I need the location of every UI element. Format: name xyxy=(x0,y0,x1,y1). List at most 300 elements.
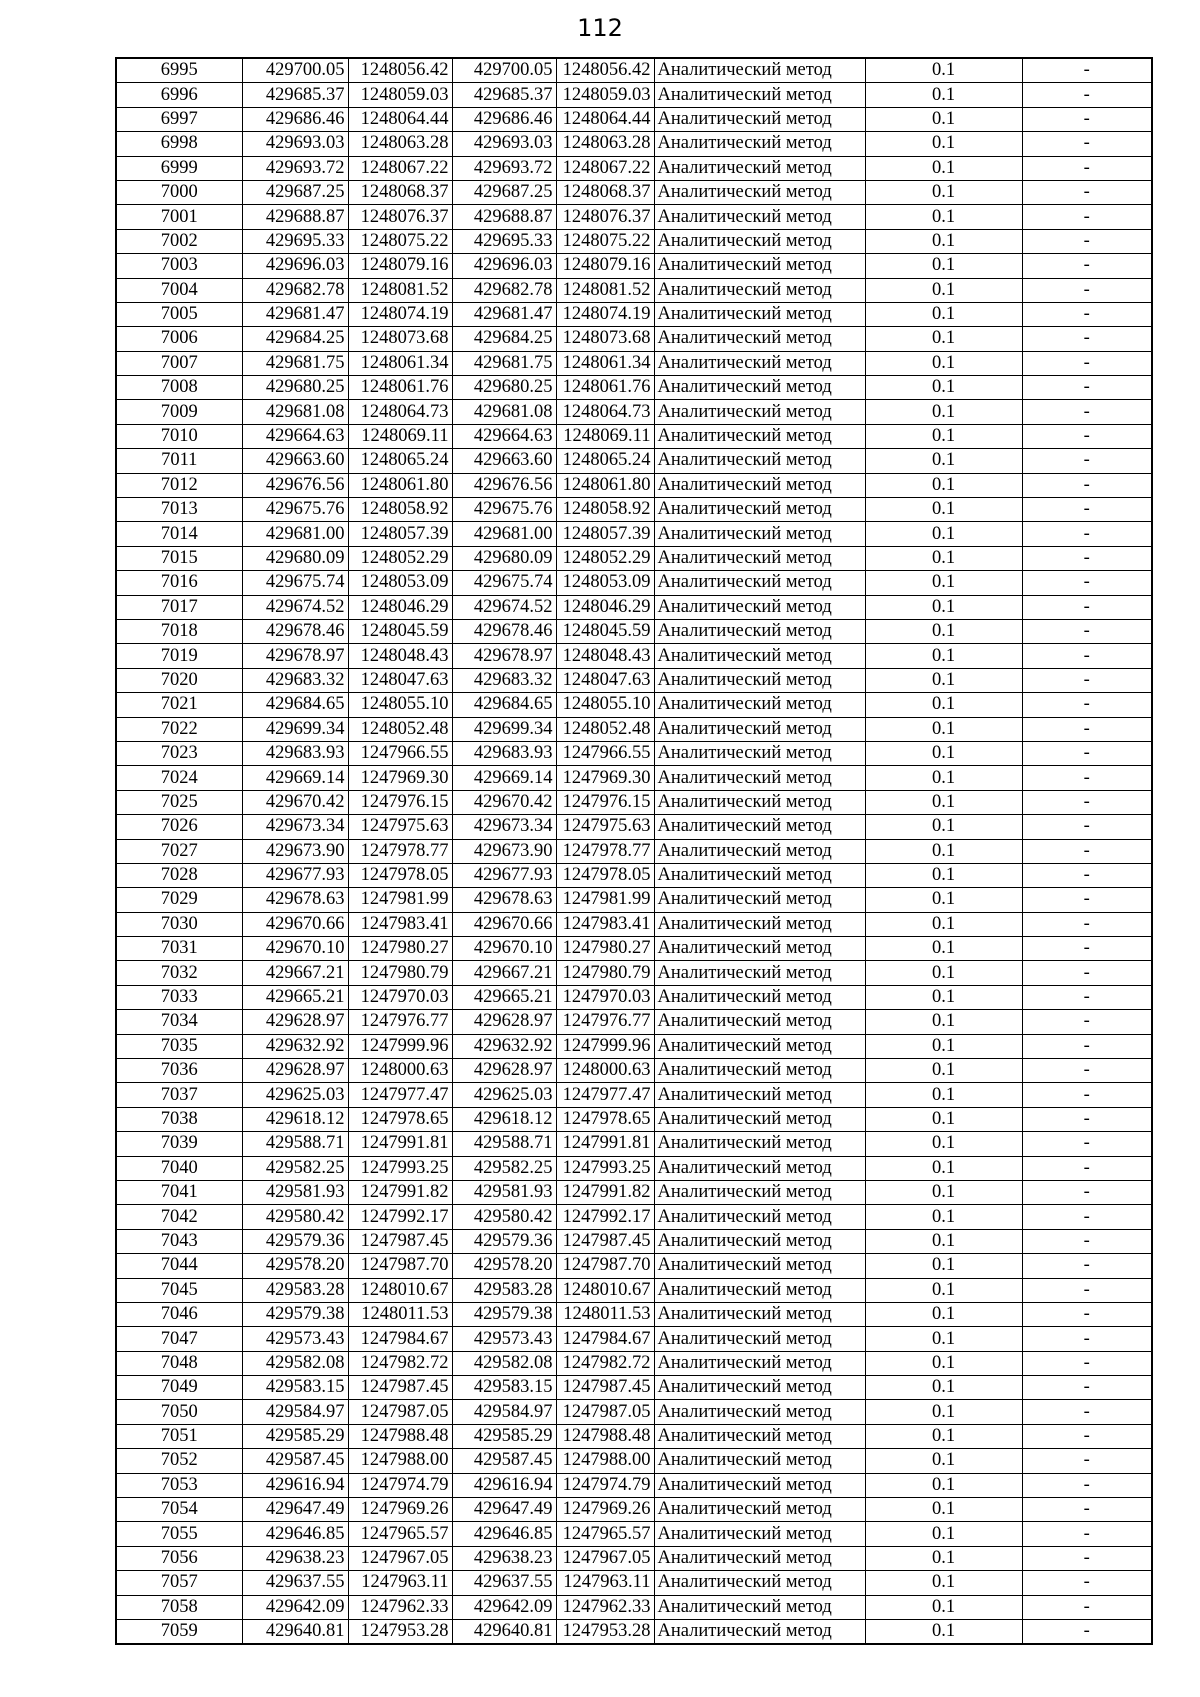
table-row xyxy=(116,571,1152,595)
method-cell: Аналитический метод xyxy=(654,1424,865,1448)
x2-cell: 429582.08 xyxy=(452,1351,556,1375)
y-cell: 1247987.45 xyxy=(348,1376,452,1400)
table-row xyxy=(116,254,1152,278)
x-cell: 429687.25 xyxy=(242,180,348,204)
point-number-cell: 6998 xyxy=(116,132,242,156)
accuracy-cell: 0.1 xyxy=(865,741,1022,765)
table-row xyxy=(116,912,1152,936)
point-number-cell: 7042 xyxy=(116,1205,242,1229)
point-number-cell: 7034 xyxy=(116,1010,242,1034)
x2-cell: 429580.42 xyxy=(452,1205,556,1229)
point-number-cell: 7052 xyxy=(116,1449,242,1473)
table-row xyxy=(116,156,1152,180)
x2-cell: 429647.49 xyxy=(452,1498,556,1522)
y-cell: 1248063.28 xyxy=(348,132,452,156)
accuracy-cell: 0.1 xyxy=(865,1059,1022,1083)
method-cell: Аналитический метод xyxy=(654,1229,865,1253)
table-row xyxy=(116,1327,1152,1351)
y-cell: 1247974.79 xyxy=(348,1473,452,1497)
method-cell: Аналитический метод xyxy=(654,522,865,546)
x-cell: 429699.34 xyxy=(242,717,348,741)
accuracy-cell: 0.1 xyxy=(865,1254,1022,1278)
y-cell: 1247983.41 xyxy=(348,912,452,936)
y-cell: 1248081.52 xyxy=(348,278,452,302)
y2-cell: 1247978.65 xyxy=(556,1107,654,1131)
method-cell: Аналитический метод xyxy=(654,668,865,692)
x-cell: 429683.93 xyxy=(242,741,348,765)
point-number-cell: 7055 xyxy=(116,1522,242,1546)
x-cell: 429663.60 xyxy=(242,449,348,473)
point-number-cell: 7027 xyxy=(116,839,242,863)
note-cell: - xyxy=(1022,644,1152,668)
table-row xyxy=(116,1083,1152,1107)
x-cell: 429579.36 xyxy=(242,1229,348,1253)
accuracy-cell: 0.1 xyxy=(865,1571,1022,1595)
x-cell: 429618.12 xyxy=(242,1107,348,1131)
method-cell: Аналитический метод xyxy=(654,1571,865,1595)
table-row xyxy=(116,888,1152,912)
accuracy-cell: 0.1 xyxy=(865,1546,1022,1570)
note-cell: - xyxy=(1022,1302,1152,1326)
method-cell: Аналитический метод xyxy=(654,790,865,814)
point-number-cell: 6999 xyxy=(116,156,242,180)
method-cell: Аналитический метод xyxy=(654,180,865,204)
table-row xyxy=(116,1376,1152,1400)
y-cell: 1248076.37 xyxy=(348,205,452,229)
x-cell: 429675.74 xyxy=(242,571,348,595)
x2-cell: 429642.09 xyxy=(452,1595,556,1619)
point-number-cell: 7050 xyxy=(116,1400,242,1424)
accuracy-cell: 0.1 xyxy=(865,302,1022,326)
note-cell: - xyxy=(1022,449,1152,473)
method-cell: Аналитический метод xyxy=(654,1546,865,1570)
note-cell: - xyxy=(1022,863,1152,887)
x2-cell: 429677.93 xyxy=(452,863,556,887)
x2-cell: 429693.72 xyxy=(452,156,556,180)
y-cell: 1247988.48 xyxy=(348,1424,452,1448)
note-cell: - xyxy=(1022,229,1152,253)
x2-cell: 429686.46 xyxy=(452,107,556,131)
accuracy-cell: 0.1 xyxy=(865,571,1022,595)
x2-cell: 429670.10 xyxy=(452,937,556,961)
accuracy-cell: 0.1 xyxy=(865,156,1022,180)
y2-cell: 1247978.05 xyxy=(556,863,654,887)
accuracy-cell: 0.1 xyxy=(865,1400,1022,1424)
accuracy-cell: 0.1 xyxy=(865,205,1022,229)
x2-cell: 429670.42 xyxy=(452,790,556,814)
y-cell: 1248068.37 xyxy=(348,180,452,204)
table-row xyxy=(116,1620,1152,1645)
x-cell: 429573.43 xyxy=(242,1327,348,1351)
y2-cell: 1248065.24 xyxy=(556,449,654,473)
method-cell: Аналитический метод xyxy=(654,1400,865,1424)
accuracy-cell: 0.1 xyxy=(865,400,1022,424)
accuracy-cell: 0.1 xyxy=(865,229,1022,253)
y-cell: 1248052.48 xyxy=(348,717,452,741)
method-cell: Аналитический метод xyxy=(654,449,865,473)
point-number-cell: 7014 xyxy=(116,522,242,546)
x-cell: 429583.28 xyxy=(242,1278,348,1302)
point-number-cell: 7041 xyxy=(116,1180,242,1204)
accuracy-cell: 0.1 xyxy=(865,1278,1022,1302)
x-cell: 429642.09 xyxy=(242,1595,348,1619)
x-cell: 429677.93 xyxy=(242,863,348,887)
y2-cell: 1247991.82 xyxy=(556,1180,654,1204)
y2-cell: 1247978.77 xyxy=(556,839,654,863)
accuracy-cell: 0.1 xyxy=(865,254,1022,278)
accuracy-cell: 0.1 xyxy=(865,107,1022,131)
point-number-cell: 7000 xyxy=(116,180,242,204)
y-cell: 1247970.03 xyxy=(348,985,452,1009)
x2-cell: 429684.25 xyxy=(452,327,556,351)
y2-cell: 1247988.00 xyxy=(556,1449,654,1473)
point-number-cell: 7030 xyxy=(116,912,242,936)
table-row xyxy=(116,1302,1152,1326)
x2-cell: 429665.21 xyxy=(452,985,556,1009)
note-cell: - xyxy=(1022,1034,1152,1058)
accuracy-cell: 0.1 xyxy=(865,1132,1022,1156)
accuracy-cell: 0.1 xyxy=(865,180,1022,204)
x2-cell: 429669.14 xyxy=(452,766,556,790)
x-cell: 429680.09 xyxy=(242,546,348,570)
y-cell: 1247953.28 xyxy=(348,1620,452,1645)
y-cell: 1247981.99 xyxy=(348,888,452,912)
method-cell: Аналитический метод xyxy=(654,619,865,643)
method-cell: Аналитический метод xyxy=(654,302,865,326)
point-number-cell: 7058 xyxy=(116,1595,242,1619)
x-cell: 429647.49 xyxy=(242,1498,348,1522)
method-cell: Аналитический метод xyxy=(654,1522,865,1546)
note-cell: - xyxy=(1022,1376,1152,1400)
point-number-cell: 7056 xyxy=(116,1546,242,1570)
y2-cell: 1247982.72 xyxy=(556,1351,654,1375)
table-row xyxy=(116,619,1152,643)
x-cell: 429667.21 xyxy=(242,961,348,985)
note-cell: - xyxy=(1022,522,1152,546)
x2-cell: 429680.25 xyxy=(452,376,556,400)
table-row xyxy=(116,449,1152,473)
point-number-cell: 7044 xyxy=(116,1254,242,1278)
point-number-cell: 7018 xyxy=(116,619,242,643)
note-cell: - xyxy=(1022,1132,1152,1156)
y2-cell: 1248053.09 xyxy=(556,571,654,595)
table-row xyxy=(116,278,1152,302)
x-cell: 429665.21 xyxy=(242,985,348,1009)
y-cell: 1247980.79 xyxy=(348,961,452,985)
x-cell: 429583.15 xyxy=(242,1376,348,1400)
y2-cell: 1247976.15 xyxy=(556,790,654,814)
accuracy-cell: 0.1 xyxy=(865,1107,1022,1131)
point-number-cell: 7001 xyxy=(116,205,242,229)
note-cell: - xyxy=(1022,1498,1152,1522)
note-cell: - xyxy=(1022,376,1152,400)
note-cell: - xyxy=(1022,254,1152,278)
x2-cell: 429579.38 xyxy=(452,1302,556,1326)
point-number-cell: 7022 xyxy=(116,717,242,741)
y-cell: 1248061.76 xyxy=(348,376,452,400)
note-cell: - xyxy=(1022,83,1152,107)
accuracy-cell: 0.1 xyxy=(865,766,1022,790)
y2-cell: 1247967.05 xyxy=(556,1546,654,1570)
point-number-cell: 7021 xyxy=(116,693,242,717)
note-cell: - xyxy=(1022,107,1152,131)
method-cell: Аналитический метод xyxy=(654,1156,865,1180)
accuracy-cell: 0.1 xyxy=(865,278,1022,302)
y-cell: 1248073.68 xyxy=(348,327,452,351)
x2-cell: 429683.93 xyxy=(452,741,556,765)
y2-cell: 1248061.80 xyxy=(556,473,654,497)
x2-cell: 429625.03 xyxy=(452,1083,556,1107)
x-cell: 429628.97 xyxy=(242,1010,348,1034)
y2-cell: 1248056.42 xyxy=(556,58,654,83)
y2-cell: 1248068.37 xyxy=(556,180,654,204)
x2-cell: 429583.28 xyxy=(452,1278,556,1302)
x-cell: 429684.65 xyxy=(242,693,348,717)
accuracy-cell: 0.1 xyxy=(865,1376,1022,1400)
point-number-cell: 7029 xyxy=(116,888,242,912)
x-cell: 429681.00 xyxy=(242,522,348,546)
table-row xyxy=(116,180,1152,204)
y2-cell: 1247987.70 xyxy=(556,1254,654,1278)
accuracy-cell: 0.1 xyxy=(865,1229,1022,1253)
x-cell: 429646.85 xyxy=(242,1522,348,1546)
accuracy-cell: 0.1 xyxy=(865,1424,1022,1448)
table-row xyxy=(116,693,1152,717)
x-cell: 429582.25 xyxy=(242,1156,348,1180)
accuracy-cell: 0.1 xyxy=(865,644,1022,668)
point-number-cell: 7031 xyxy=(116,937,242,961)
method-cell: Аналитический метод xyxy=(654,1180,865,1204)
y2-cell: 1248052.48 xyxy=(556,717,654,741)
y-cell: 1248057.39 xyxy=(348,522,452,546)
note-cell: - xyxy=(1022,717,1152,741)
table-row xyxy=(116,644,1152,668)
table-row xyxy=(116,473,1152,497)
method-cell: Аналитический метод xyxy=(654,205,865,229)
y-cell: 1247975.63 xyxy=(348,815,452,839)
table-row xyxy=(116,1351,1152,1375)
point-number-cell: 7048 xyxy=(116,1351,242,1375)
accuracy-cell: 0.1 xyxy=(865,839,1022,863)
point-number-cell: 7054 xyxy=(116,1498,242,1522)
note-cell: - xyxy=(1022,278,1152,302)
note-cell: - xyxy=(1022,156,1152,180)
table-row xyxy=(116,839,1152,863)
y-cell: 1247965.57 xyxy=(348,1522,452,1546)
table-row xyxy=(116,1034,1152,1058)
x2-cell: 429579.36 xyxy=(452,1229,556,1253)
x2-cell: 429618.12 xyxy=(452,1107,556,1131)
table-row xyxy=(116,522,1152,546)
y2-cell: 1248046.29 xyxy=(556,595,654,619)
y-cell: 1248059.03 xyxy=(348,83,452,107)
x2-cell: 429693.03 xyxy=(452,132,556,156)
note-cell: - xyxy=(1022,1156,1152,1180)
x-cell: 429700.05 xyxy=(242,58,348,83)
x2-cell: 429632.92 xyxy=(452,1034,556,1058)
note-cell: - xyxy=(1022,1083,1152,1107)
y-cell: 1248058.92 xyxy=(348,498,452,522)
x2-cell: 429573.43 xyxy=(452,1327,556,1351)
x2-cell: 429678.97 xyxy=(452,644,556,668)
y2-cell: 1248058.92 xyxy=(556,498,654,522)
accuracy-cell: 0.1 xyxy=(865,1083,1022,1107)
x2-cell: 429582.25 xyxy=(452,1156,556,1180)
accuracy-cell: 0.1 xyxy=(865,132,1022,156)
note-cell: - xyxy=(1022,473,1152,497)
x-cell: 429676.56 xyxy=(242,473,348,497)
x-cell: 429582.08 xyxy=(242,1351,348,1375)
table-row xyxy=(116,1498,1152,1522)
method-cell: Аналитический метод xyxy=(654,1449,865,1473)
x-cell: 429681.08 xyxy=(242,400,348,424)
accuracy-cell: 0.1 xyxy=(865,1205,1022,1229)
x2-cell: 429640.81 xyxy=(452,1620,556,1645)
accuracy-cell: 0.1 xyxy=(865,546,1022,570)
y2-cell: 1248059.03 xyxy=(556,83,654,107)
y2-cell: 1247969.26 xyxy=(556,1498,654,1522)
y-cell: 1248053.09 xyxy=(348,571,452,595)
x2-cell: 429616.94 xyxy=(452,1473,556,1497)
table-row xyxy=(116,1595,1152,1619)
x-cell: 429696.03 xyxy=(242,254,348,278)
point-number-cell: 6997 xyxy=(116,107,242,131)
x2-cell: 429670.66 xyxy=(452,912,556,936)
y2-cell: 1247999.96 xyxy=(556,1034,654,1058)
x-cell: 429686.46 xyxy=(242,107,348,131)
table-row xyxy=(116,546,1152,570)
note-cell: - xyxy=(1022,351,1152,375)
point-number-cell: 7037 xyxy=(116,1083,242,1107)
accuracy-cell: 0.1 xyxy=(865,424,1022,448)
note-cell: - xyxy=(1022,985,1152,1009)
x-cell: 429578.20 xyxy=(242,1254,348,1278)
accuracy-cell: 0.1 xyxy=(865,1595,1022,1619)
x2-cell: 429663.60 xyxy=(452,449,556,473)
point-number-cell: 7028 xyxy=(116,863,242,887)
x-cell: 429670.42 xyxy=(242,790,348,814)
x2-cell: 429688.87 xyxy=(452,205,556,229)
point-number-cell: 7045 xyxy=(116,1278,242,1302)
y2-cell: 1248067.22 xyxy=(556,156,654,180)
table-row xyxy=(116,961,1152,985)
accuracy-cell: 0.1 xyxy=(865,1327,1022,1351)
x2-cell: 429700.05 xyxy=(452,58,556,83)
table-row xyxy=(116,1571,1152,1595)
method-cell: Аналитический метод xyxy=(654,1010,865,1034)
y2-cell: 1247975.63 xyxy=(556,815,654,839)
note-cell: - xyxy=(1022,1278,1152,1302)
note-cell: - xyxy=(1022,790,1152,814)
y-cell: 1248067.22 xyxy=(348,156,452,180)
x2-cell: 429646.85 xyxy=(452,1522,556,1546)
point-number-cell: 7015 xyxy=(116,546,242,570)
x2-cell: 429584.97 xyxy=(452,1400,556,1424)
method-cell: Аналитический метод xyxy=(654,1254,865,1278)
note-cell: - xyxy=(1022,58,1152,83)
x2-cell: 429588.71 xyxy=(452,1132,556,1156)
y-cell: 1248064.44 xyxy=(348,107,452,131)
x-cell: 429673.34 xyxy=(242,815,348,839)
x-cell: 429632.92 xyxy=(242,1034,348,1058)
table-row xyxy=(116,1156,1152,1180)
x2-cell: 429684.65 xyxy=(452,693,556,717)
x-cell: 429628.97 xyxy=(242,1059,348,1083)
point-number-cell: 7009 xyxy=(116,400,242,424)
x2-cell: 429681.47 xyxy=(452,302,556,326)
y-cell: 1248075.22 xyxy=(348,229,452,253)
table-row xyxy=(116,815,1152,839)
note-cell: - xyxy=(1022,400,1152,424)
point-number-cell: 7051 xyxy=(116,1424,242,1448)
note-cell: - xyxy=(1022,1254,1152,1278)
x2-cell: 429681.75 xyxy=(452,351,556,375)
y2-cell: 1248079.16 xyxy=(556,254,654,278)
y-cell: 1247991.82 xyxy=(348,1180,452,1204)
table-row xyxy=(116,229,1152,253)
method-cell: Аналитический метод xyxy=(654,741,865,765)
x2-cell: 429695.33 xyxy=(452,229,556,253)
accuracy-cell: 0.1 xyxy=(865,1010,1022,1034)
accuracy-cell: 0.1 xyxy=(865,1498,1022,1522)
x2-cell: 429676.56 xyxy=(452,473,556,497)
y2-cell: 1247966.55 xyxy=(556,741,654,765)
y-cell: 1247963.11 xyxy=(348,1571,452,1595)
x2-cell: 429685.37 xyxy=(452,83,556,107)
method-cell: Аналитический метод xyxy=(654,400,865,424)
table-row xyxy=(116,1107,1152,1131)
y2-cell: 1248075.22 xyxy=(556,229,654,253)
note-cell: - xyxy=(1022,766,1152,790)
y2-cell: 1248074.19 xyxy=(556,302,654,326)
table-row xyxy=(116,717,1152,741)
note-cell: - xyxy=(1022,1595,1152,1619)
x-cell: 429581.93 xyxy=(242,1180,348,1204)
x2-cell: 429683.32 xyxy=(452,668,556,692)
note-cell: - xyxy=(1022,1010,1152,1034)
accuracy-cell: 0.1 xyxy=(865,863,1022,887)
y-cell: 1247977.47 xyxy=(348,1083,452,1107)
coordinates-table xyxy=(115,57,1153,1645)
method-cell: Аналитический метод xyxy=(654,1107,865,1131)
note-cell: - xyxy=(1022,741,1152,765)
y2-cell: 1247970.03 xyxy=(556,985,654,1009)
y2-cell: 1247988.48 xyxy=(556,1424,654,1448)
x-cell: 429579.38 xyxy=(242,1302,348,1326)
accuracy-cell: 0.1 xyxy=(865,693,1022,717)
note-cell: - xyxy=(1022,1351,1152,1375)
point-number-cell: 7039 xyxy=(116,1132,242,1156)
y-cell: 1247988.00 xyxy=(348,1449,452,1473)
x-cell: 429681.75 xyxy=(242,351,348,375)
y-cell: 1248055.10 xyxy=(348,693,452,717)
y-cell: 1247978.05 xyxy=(348,863,452,887)
accuracy-cell: 0.1 xyxy=(865,888,1022,912)
y-cell: 1247962.33 xyxy=(348,1595,452,1619)
method-cell: Аналитический метод xyxy=(654,839,865,863)
point-number-cell: 7049 xyxy=(116,1376,242,1400)
y2-cell: 1247953.28 xyxy=(556,1620,654,1645)
x2-cell: 429628.97 xyxy=(452,1059,556,1083)
x-cell: 429674.52 xyxy=(242,595,348,619)
y2-cell: 1248064.44 xyxy=(556,107,654,131)
method-cell: Аналитический метод xyxy=(654,815,865,839)
point-number-cell: 7002 xyxy=(116,229,242,253)
method-cell: Аналитический метод xyxy=(654,498,865,522)
y-cell: 1248046.29 xyxy=(348,595,452,619)
x2-cell: 429637.55 xyxy=(452,1571,556,1595)
method-cell: Аналитический метод xyxy=(654,595,865,619)
